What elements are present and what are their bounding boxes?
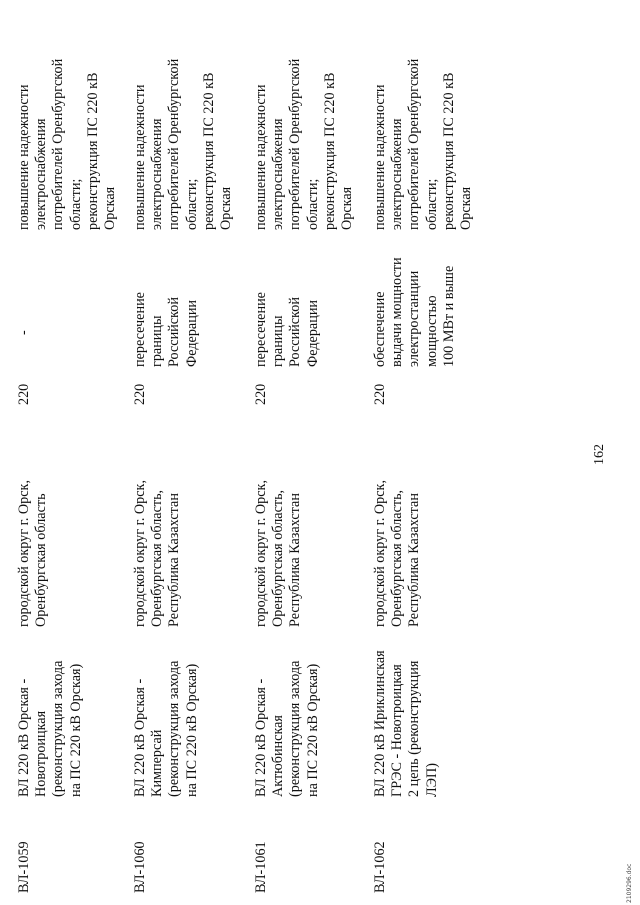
line-voltage: 220	[253, 383, 269, 405]
line-voltage: 220	[132, 383, 148, 405]
crossing-text: Российской	[287, 297, 304, 367]
line-location	[16, 427, 50, 627]
line-name-text: ВЛ 220 кВ Орская -	[132, 678, 148, 797]
line-location	[253, 427, 305, 627]
location-text: городской округ г. Орск,	[132, 480, 148, 627]
location-text: Республика Казахстан	[406, 493, 423, 627]
crossing-text: выдачи мощности	[389, 257, 406, 367]
purpose-text: Орская	[458, 186, 475, 230]
line-voltage: 220	[372, 383, 388, 405]
purpose-text: Орская	[218, 186, 235, 230]
crossing-text: электростанции	[406, 270, 423, 367]
purpose-text: потребителей Оренбургской	[406, 58, 423, 230]
line-purpose	[16, 30, 119, 230]
crossing-text: мощностью	[423, 295, 440, 367]
line-purpose	[372, 30, 475, 230]
location-text: Республика Казахстан	[287, 493, 304, 627]
line-location	[372, 427, 424, 627]
line-id: ВЛ-1060	[132, 841, 148, 893]
location-text: городской округ г. Орск,	[372, 480, 388, 627]
crossing-text: обеспечение	[372, 291, 388, 367]
line-name-text: ЛЭП)	[423, 763, 440, 797]
purpose-text: потребителей Оренбургской	[50, 58, 67, 230]
purpose-text: потребителей Оренбургской	[166, 58, 183, 230]
purpose-text: электроснабжения	[33, 118, 50, 230]
crossing-text: границы	[149, 315, 166, 367]
purpose-text: Орская	[102, 186, 119, 230]
purpose-text: электроснабжения	[149, 118, 166, 230]
location-text: Республика Казахстан	[166, 493, 183, 627]
line-crossing	[132, 267, 201, 367]
line-name-text: на ПС 220 кВ Орская)	[183, 663, 200, 797]
line-id: ВЛ-1062	[372, 841, 388, 893]
line-purpose	[253, 30, 356, 230]
line-id: ВЛ-1059	[16, 841, 32, 893]
crossing-text: пересечение	[132, 292, 148, 367]
location-text: городской округ г. Орск,	[16, 480, 32, 627]
purpose-text: области;	[183, 178, 200, 230]
line-name-text: ВЛ 220 кВ Ириклинская	[372, 650, 388, 797]
purpose-text: реконструкция ПС 220 кВ	[321, 72, 338, 230]
line-id: ВЛ-1061	[253, 841, 269, 893]
line-crossing	[16, 330, 33, 335]
crossing-text: 100 МВт и выше	[440, 265, 457, 367]
purpose-text: потребителей Оренбургской	[287, 58, 304, 230]
line-crossing	[253, 267, 322, 367]
page-number: 162	[592, 444, 607, 465]
line-name-text: Актюбинская	[270, 715, 287, 797]
line-voltage: 220	[16, 383, 32, 405]
purpose-text: области;	[423, 178, 440, 230]
purpose-text: повышение надежности	[132, 84, 148, 230]
purpose-text: реконструкция ПС 220 кВ	[84, 72, 101, 230]
crossing-text: границы	[270, 315, 287, 367]
purpose-text: области;	[304, 178, 321, 230]
line-name	[132, 637, 201, 797]
line-name	[16, 637, 85, 797]
line-name	[372, 637, 441, 797]
line-name-text: Новотроицкая	[33, 710, 50, 797]
line-name-text: ГРЭС - Новотроицкая	[389, 664, 406, 797]
line-name-text: (реконструкция захода	[50, 660, 67, 797]
purpose-text: реконструкция ПС 220 кВ	[200, 72, 217, 230]
line-name-text: (реконструкция захода	[287, 660, 304, 797]
purpose-text: повышение надежности	[372, 84, 388, 230]
line-name-text: на ПС 220 кВ Орская)	[67, 663, 84, 797]
location-text: Оренбургская область,	[389, 489, 406, 627]
line-name-text: (реконструкция захода	[166, 660, 183, 797]
document-filename: 2109296.doc	[626, 863, 633, 903]
purpose-text: реконструкция ПС 220 кВ	[440, 72, 457, 230]
line-name-text: Кимперсай	[149, 729, 166, 797]
line-location	[132, 427, 184, 627]
crossing-text: Российской	[166, 297, 183, 367]
line-name-text: ВЛ 220 кВ Орская -	[253, 678, 269, 797]
line-name-text: ВЛ 220 кВ Орская -	[16, 678, 32, 797]
crossing-text: пересечение	[253, 292, 269, 367]
crossing-text: Федерации	[183, 299, 200, 367]
purpose-text: области;	[67, 178, 84, 230]
line-name-text: на ПС 220 кВ Орская)	[304, 663, 321, 797]
crossing-text: Федерации	[304, 299, 321, 367]
line-name-text: 2 цепь (реконструкция	[406, 660, 423, 797]
location-text: Оренбургская область,	[270, 489, 287, 627]
purpose-text: повышение надежности	[16, 84, 32, 230]
purpose-text: электроснабжения	[270, 118, 287, 230]
purpose-text: повышение надежности	[253, 84, 269, 230]
location-text: Оренбургская область	[33, 493, 50, 627]
line-purpose	[132, 30, 235, 230]
purpose-text: Орская	[339, 186, 356, 230]
line-name	[253, 637, 322, 797]
line-crossing	[372, 257, 458, 367]
purpose-text: электроснабжения	[389, 118, 406, 230]
location-text: Оренбургская область,	[149, 489, 166, 627]
crossing-text: -	[16, 330, 32, 335]
location-text: городской округ г. Орск,	[253, 480, 269, 627]
